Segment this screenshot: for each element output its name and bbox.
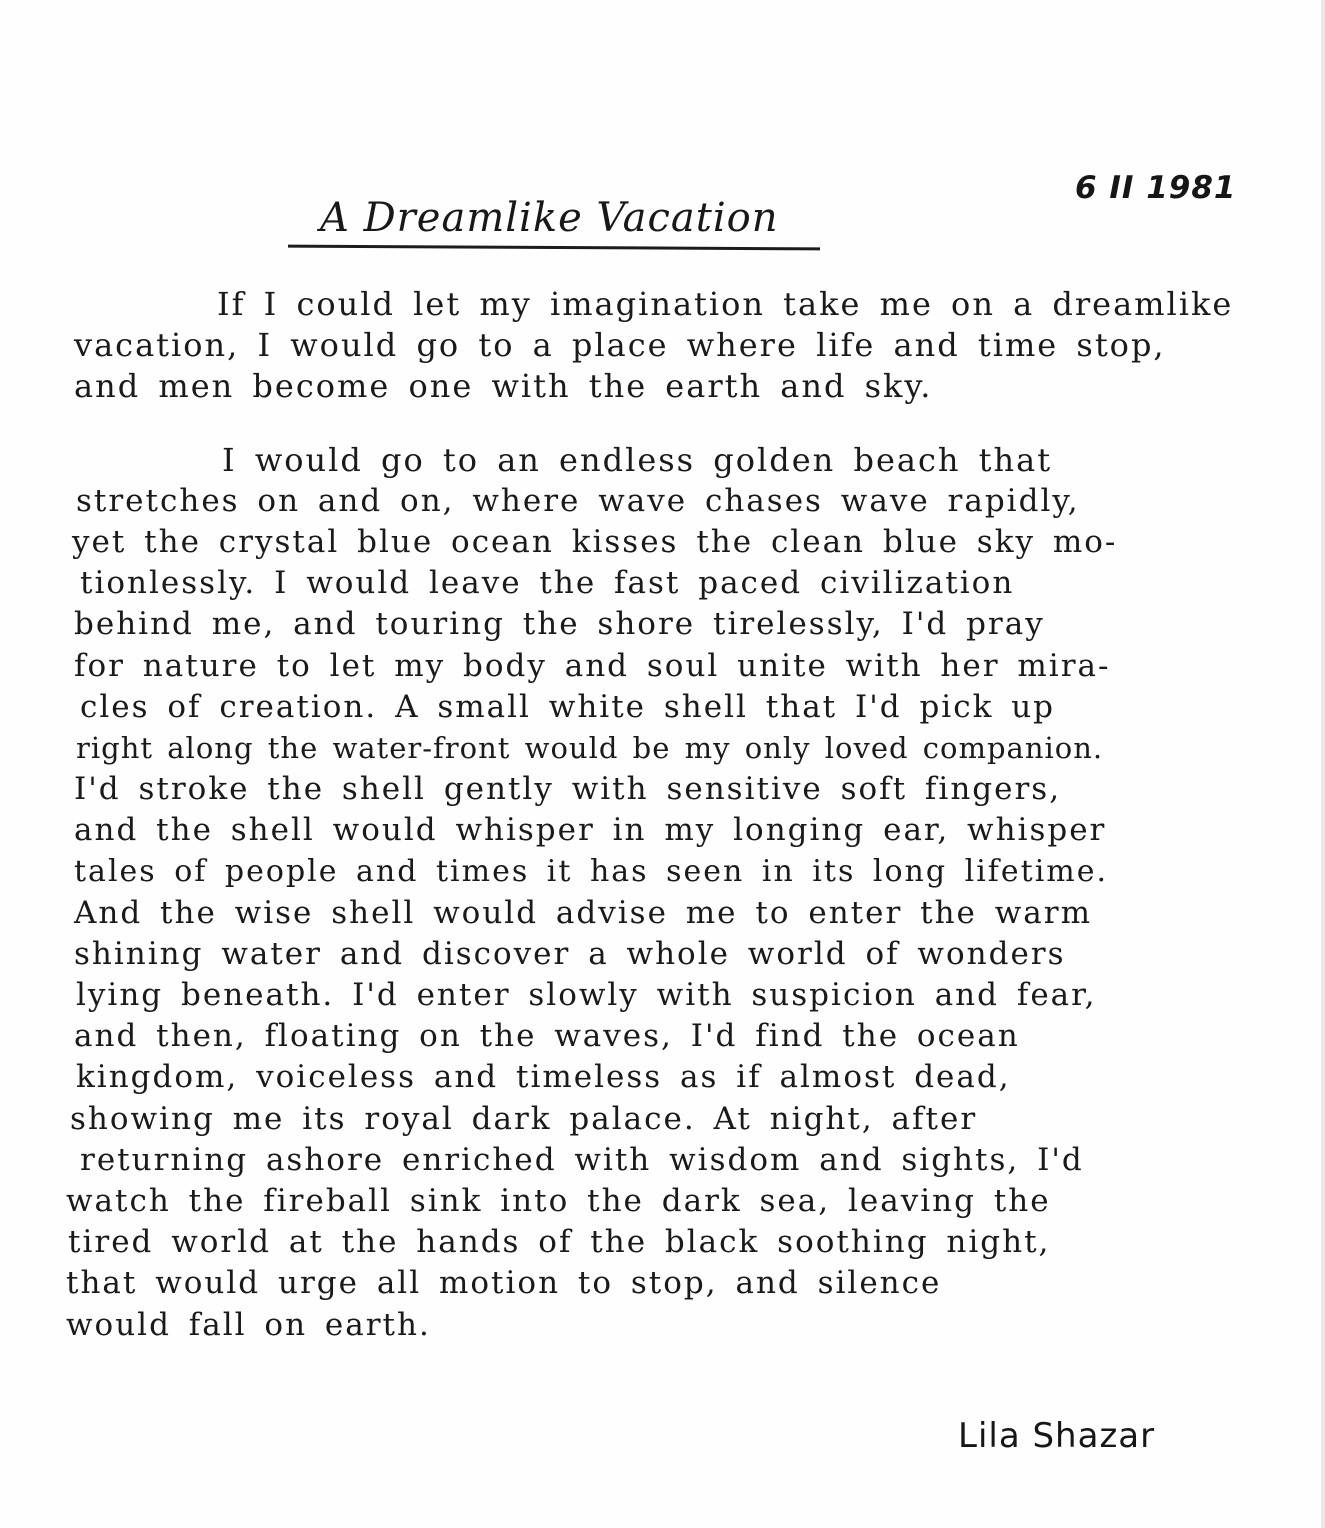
text-line: showing me its royal dark palace. At night, after <box>70 1100 978 1137</box>
text-line: for nature to let my body and soul unite with her mira- <box>74 647 1111 684</box>
text-line: returning ashore enriched with wisdom and sights, I'd <box>80 1141 1084 1178</box>
text-line: right along the water-front would be my only loved companion. <box>76 730 1104 765</box>
text-line: lying beneath. I'd enter slowly with suspicion and fear, <box>76 977 1097 1013</box>
text-line: tales of people and times it has seen in its long lifetime. <box>74 854 1109 890</box>
text-line: that would urge all motion to stop, and silence <box>66 1265 942 1302</box>
text-line: behind me, and touring the shore tirelessly, I'd pray <box>74 606 1045 643</box>
page-edge <box>1321 0 1325 1528</box>
text-line: tired world at the hands of the black soothing night, <box>68 1224 1051 1261</box>
text-line: I would go to an endless golden beach that <box>222 440 1053 479</box>
text-line: watch the fireball sink into the dark sea, leaving the <box>66 1182 1051 1219</box>
document-title: A Dreamlike Vacation <box>320 195 779 241</box>
text-line: shining water and discover a whole world of wonders <box>74 935 1066 972</box>
text-line: kingdom, voiceless and timeless as if almost dead, <box>76 1059 1011 1096</box>
author-signature: Lila Shazar <box>958 1416 1156 1456</box>
text-line: and then, floating on the waves, I'd find the ocean <box>74 1018 1020 1055</box>
text-line: If I could let my imagination take me on a dreamlike <box>217 285 1234 323</box>
text-line: tionlessly. I would leave the fast paced civilization <box>80 565 1015 602</box>
text-line: yet the crystal blue ocean kisses the clean blue sky mo- <box>72 523 1118 560</box>
text-line: I'd stroke the shell gently with sensitive soft fingers, <box>74 771 1062 808</box>
text-line: cles of creation. A small white shell that I'd pick up <box>80 688 1056 725</box>
essay-body <box>62 284 1302 1346</box>
text-line: and men become one with the earth and sky. <box>74 367 933 406</box>
text-line: and the shell would whisper in my longing ear, whisper <box>74 812 1107 849</box>
document-date: 6 II 1981 <box>1075 170 1237 206</box>
text-line: stretches on and on, where wave chases wave rapidly, <box>76 482 1080 519</box>
paragraph-gap <box>62 408 1302 440</box>
title-underline <box>288 245 820 251</box>
text-line: vacation, I would go to a place where life and time stop, <box>74 326 1166 365</box>
text-line: would fall on earth. <box>66 1306 431 1343</box>
text-line: And the wise shell would advise me to enter the warm <box>74 894 1092 931</box>
